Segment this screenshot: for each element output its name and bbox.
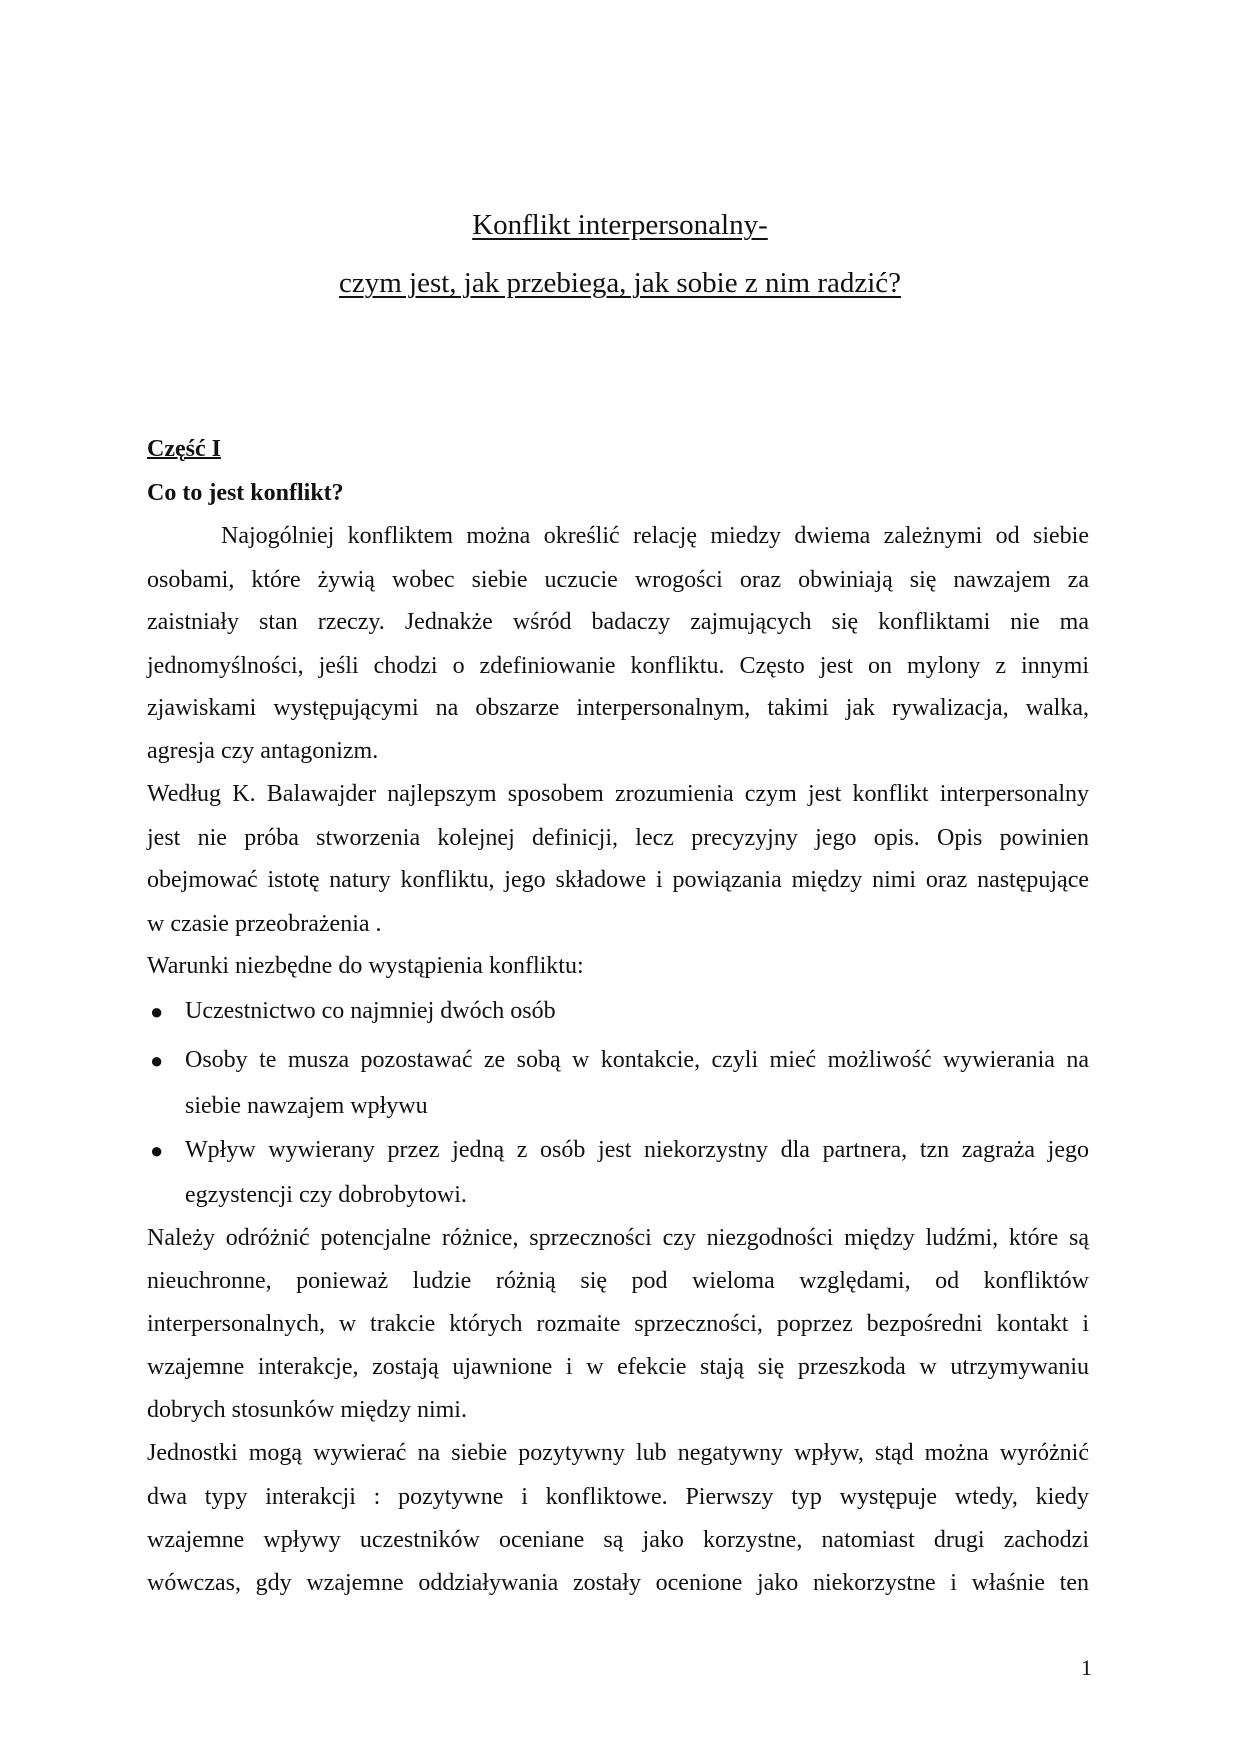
text-line: wzajemne wpływy uczestników oceniane są jako korzystne, natomiast drugi zachodzi: [147, 1527, 1089, 1553]
section-label: [147, 428, 1089, 471]
list-item: Uczestnictwo co najmniej dwóch osób: [185, 998, 556, 1024]
list-item-continuation: siebie nawzajem wpływu: [185, 1093, 428, 1119]
page-number: 1: [1081, 1655, 1092, 1680]
document-title-line-2: czym jest, jak przebiega, jak sobie z nim radzić?: [338, 267, 902, 299]
text-line: interpersonalnych, w trakcie których rozmaite sprzeczności, poprzez bezpośredni kontakt i: [147, 1311, 1089, 1337]
text-line: wzajemne interakcje, zostają ujawnione i w efekcie stają się przeszkoda w utrzymywaniu: [147, 1354, 1089, 1380]
text-line: Najogólniej konfliktem można określić relację miedzy dwiema zależnymi od siebie: [221, 523, 1089, 549]
text-line: dwa typy interakcji : pozytywne i konfliktowe. Pierwszy typ występuje wtedy, kiedy: [147, 1484, 1089, 1510]
section-heading: Co to jest konflikt?: [147, 480, 344, 506]
paragraph-3: Warunki niezbędne do wystąpienia konfliktu:: [147, 953, 584, 979]
text-line: nieuchronne, ponieważ ludzie różnią się pod wieloma względami, od konfliktów: [147, 1268, 1089, 1294]
text-line: agresja czy antagonizm.: [147, 738, 379, 764]
text-line: osobami, które żywią wobec siebie uczucie wrogości oraz obwiniają się nawzajem za: [147, 567, 1089, 593]
text-line: zjawiskami występującymi na obszarze interpersonalnym, takimi jak rywalizacja, walka,: [147, 695, 1089, 721]
text-line: jest nie próba stworzenia kolejnej definicji, lecz precyzyjny jego opis. Opis powinien: [147, 825, 1089, 851]
text-line: Jednostki mogą wywierać na siebie pozytywny lub negatywny wpływ, stąd można wyróżnić: [147, 1440, 1089, 1466]
text-line: dobrych stosunków między nimi.: [147, 1397, 467, 1423]
text-line: w czasie przeobrażenia .: [147, 911, 382, 937]
bullet-icon: ●: [150, 1138, 164, 1163]
section-label-text: Część I: [147, 436, 221, 462]
list-item: Osoby te musza pozostawać ze sobą w kontakcie, czyli mieć możliwość wywierania na: [185, 1047, 1089, 1073]
bullet-icon: ●: [150, 999, 164, 1024]
list-item: Wpływ wywierany przez jedną z osób jest niekorzystny dla partnera, tzn zagraża jego: [185, 1137, 1089, 1163]
text-line: obejmować istotę natury konfliktu, jego składowe i powiązania między nimi oraz następujące: [147, 867, 1089, 893]
text-line: Należy odróżnić potencjalne różnice, sprzeczności czy niezgodności między ludźmi, które są: [147, 1225, 1089, 1251]
text-line: wówczas, gdy wzajemne oddziaływania zostały ocenione jako niekorzystne i właśnie ten: [147, 1570, 1089, 1596]
text-line: Według K. Balawajder najlepszym sposobem zrozumienia czym jest konflikt interpersonalny: [147, 781, 1089, 807]
text-line: zaistniały stan rzeczy. Jednakże wśród badaczy zajmujących się konfliktami nie ma: [147, 609, 1089, 635]
text-line: jednomyślności, jeśli chodzi o zdefiniowanie konfliktu. Często jest on mylony z innymi: [147, 653, 1089, 679]
document-title-line-1: Konflikt interpersonalny-: [472, 209, 768, 241]
list-item-continuation: egzystencji czy dobrobytowi.: [185, 1182, 467, 1208]
bullet-icon: ●: [150, 1048, 164, 1073]
